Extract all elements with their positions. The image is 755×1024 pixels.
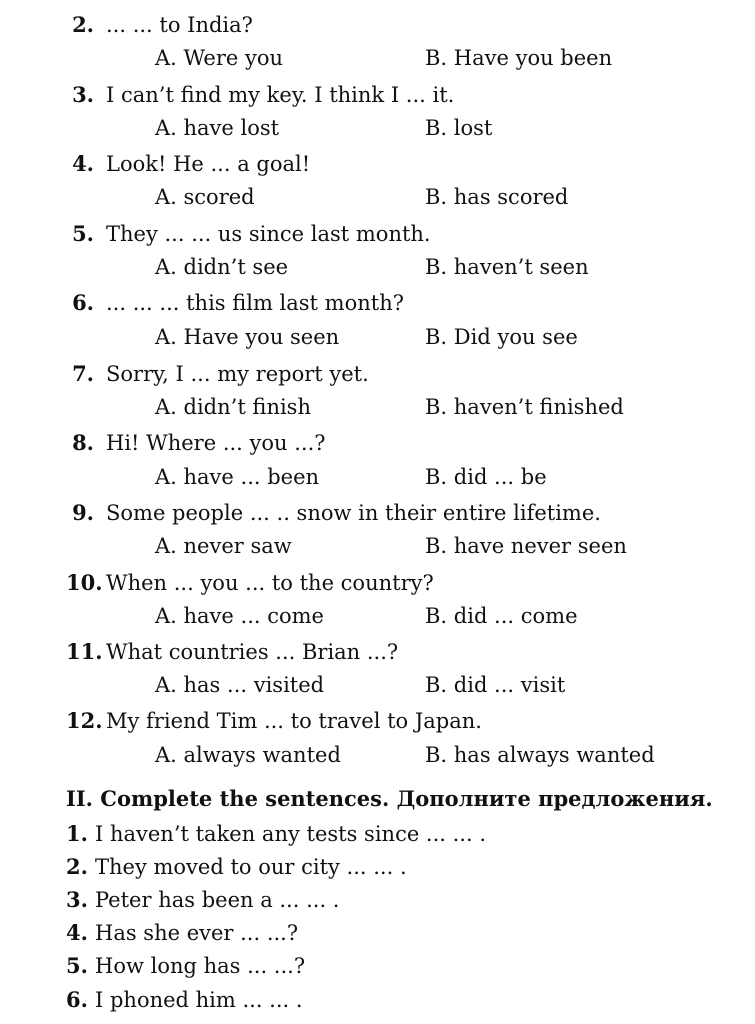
section-title: II. Complete the sentences. Дополните предложения. (66, 786, 713, 811)
sentence-text: I phoned him ... ... . (95, 988, 303, 1012)
question-number: 6. (72, 290, 94, 315)
question-9-options (0, 531, 755, 561)
question-text: ... ... to India? (106, 13, 253, 37)
sentence-text: Peter has been a ... ... . (95, 888, 340, 912)
option-b: B. have never seen (425, 534, 627, 558)
sentence-number: 3. (66, 887, 88, 912)
sentence-text: Has she ever ... ...? (95, 921, 299, 945)
option-a: A. have ... come (155, 604, 324, 628)
question-8-options (0, 462, 755, 492)
option-b: B. has scored (425, 185, 569, 209)
option-a: A. always wanted (155, 743, 341, 767)
question-7 (0, 359, 755, 389)
sentence-text: How long has ... ...? (95, 954, 306, 978)
option-b: B. haven’t seen (425, 255, 589, 279)
option-a: A. have ... been (155, 465, 320, 489)
question-11 (0, 637, 755, 667)
question-number: 8. (72, 430, 94, 455)
sentence-number: 2. (66, 854, 88, 879)
question-6-options (0, 322, 755, 352)
question-5-options (0, 252, 755, 282)
question-3 (0, 80, 755, 110)
option-b: B. did ... come (425, 604, 578, 628)
question-8 (0, 428, 755, 458)
question-number: 12. (66, 708, 103, 733)
question-7-options (0, 392, 755, 422)
question-number: 5. (72, 221, 94, 246)
question-text: I can’t find my key. I think I ... it. (106, 83, 455, 107)
option-a: A. Were you (155, 46, 283, 70)
question-text: What countries ... Brian ...? (106, 640, 399, 664)
question-number: 10. (66, 570, 103, 595)
option-a: A. have lost (155, 116, 280, 140)
sentence-item (0, 852, 755, 882)
sentence-number: 5. (66, 953, 88, 978)
question-number: 9. (72, 500, 94, 525)
option-a: A. has ... visited (155, 673, 325, 697)
question-6 (0, 288, 755, 318)
question-number: 7. (72, 361, 94, 386)
sentence-text: They moved to our city ... ... . (95, 855, 407, 879)
sentence-item (0, 885, 755, 915)
option-b: B. has always wanted (425, 743, 655, 767)
sentence-number: 4. (66, 920, 88, 945)
question-12-options (0, 740, 755, 770)
sentence-item (0, 819, 755, 849)
question-9 (0, 498, 755, 528)
question-12 (0, 706, 755, 736)
option-a: A. didn’t see (155, 255, 289, 279)
option-b: B. lost (425, 116, 493, 140)
question-text: My friend Tim ... to travel to Japan. (106, 709, 482, 733)
option-a: A. never saw (155, 534, 292, 558)
sentence-item (0, 918, 755, 948)
question-text: Look! He ... a goal! (106, 152, 311, 176)
question-10 (0, 568, 755, 598)
option-b: B. haven’t finished (425, 395, 624, 419)
question-5 (0, 219, 755, 249)
sentence-text: I haven’t taken any tests since ... ... . (95, 822, 487, 846)
sentence-number: 6. (66, 987, 88, 1012)
question-number: 2. (72, 12, 94, 37)
option-b: B. did ... visit (425, 673, 566, 697)
question-text: Sorry, I ... my report yet. (106, 362, 369, 386)
sentence-item (0, 985, 755, 1015)
question-text: Hi! Where ... you ...? (106, 431, 326, 455)
option-a: A. didn’t finish (155, 395, 311, 419)
question-4-options (0, 182, 755, 212)
option-a: A. Have you seen (155, 325, 340, 349)
question-number: 3. (72, 82, 94, 107)
question-text: Some people ... .. snow in their entire lifetime. (106, 501, 601, 525)
sentence-number: 1. (66, 821, 88, 846)
question-11-options (0, 670, 755, 700)
question-text: They ... ... us since last month. (106, 222, 431, 246)
question-2 (0, 10, 755, 40)
question-10-options (0, 601, 755, 631)
question-text: ... ... ... this film last month? (106, 291, 404, 315)
question-2-options (0, 43, 755, 73)
question-3-options (0, 113, 755, 143)
question-text: When ... you ... to the country? (106, 571, 434, 595)
option-a: A. scored (155, 185, 255, 209)
question-4 (0, 149, 755, 179)
option-b: B. Did you see (425, 325, 578, 349)
question-number: 4. (72, 151, 94, 176)
option-b: B. Have you been (425, 46, 613, 70)
question-number: 11. (66, 639, 103, 664)
sentence-item (0, 951, 755, 981)
option-b: B. did ... be (425, 465, 547, 489)
